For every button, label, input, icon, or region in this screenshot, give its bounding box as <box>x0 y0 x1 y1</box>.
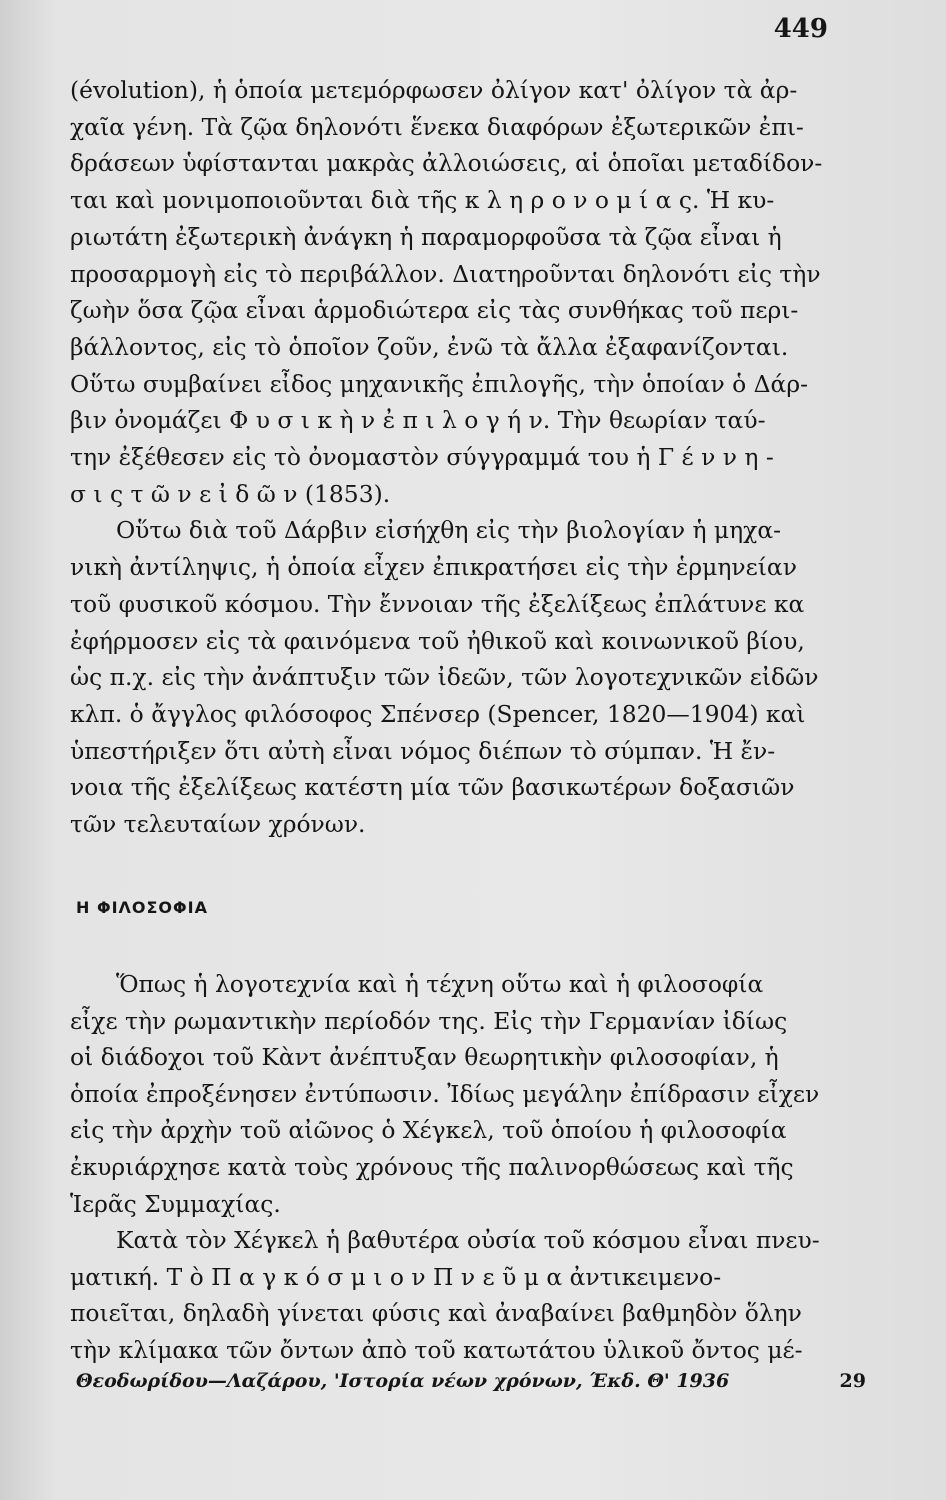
footer-citation: Θεοδωρίδου—Λαζάρου, 'Ιστορία νέων χρόνων, Έκδ. Θ' 1936 <box>76 1370 730 1392</box>
text-line: νικὴ ἀντίληψις, ἡ ὁποία εἶχεν ἐπικρατήσει εἰς τὴν ἑρμηνείαν <box>70 553 797 582</box>
text-line: Οὕτω διὰ τοῦ Δάρβιν εἰσήχθη εἰς τὴν βιολογίαν ἡ μηχα- <box>116 516 782 545</box>
text-line: Ὅπως ἡ λογοτεχνία καὶ ἡ τέχνη οὕτω καὶ ἡ φιλοσοφία <box>116 970 764 998</box>
text-line: ται καὶ μονιμοποιοῦνται διὰ τῆς κ λ η ρ ο ν ο μ ί α ς. Ἡ κυ- <box>70 186 775 215</box>
text-line: ἐκυριάρχησε κατὰ τοὺς χρόνους τῆς παλινορθώσεως καὶ τῆς <box>70 1152 794 1181</box>
text-line: ἐφήρμοσεν εἰς τὰ φαινόμενα τοῦ ἠθικοῦ καὶ κοινωνικοῦ βίου, <box>70 626 805 655</box>
section-text <box>70 966 870 1369</box>
text-line: οἱ διάδοχοι τοῦ Κὰντ ἀνέπτυξαν θεωρητικὴν φιλοσοφίαν, ἡ <box>70 1043 779 1072</box>
body-text <box>70 72 870 843</box>
text-line: εἰς τὴν ἀρχὴν τοῦ αἰῶνος ὁ Χέγκελ, τοῦ ὁποίου ἡ φιλοσοφία <box>70 1116 787 1145</box>
text-line: σ ι ς τ ῶ ν ε ἰ δ ῶ ν (1853). <box>70 479 391 508</box>
text-line: Κατὰ τὸν Χέγκελ ἡ βαθυτέρα οὐσία τοῦ κόσμου εἶναι πνευ- <box>116 1226 820 1255</box>
text-line: τὴν κλίμακα τῶν ὄντων ἀπὸ τοῦ κατωτάτου ὑλικοῦ ὄντος μέ- <box>70 1335 803 1364</box>
page-footer <box>76 1370 866 1392</box>
text-line: ποιεῖται, δηλαδὴ γίνεται φύσις καὶ ἀναβαίνει βαθμηδὸν ὅλην <box>70 1299 802 1328</box>
text-line: ὑπεστήριξεν ὅτι αὐτὴ εἶναι νόμος διέπων τὸ σύμπαν. Ἡ ἔν- <box>70 736 776 765</box>
text-line: νοια τῆς ἐξελίξεως κατέστη μία τῶν βασικωτέρων δοξασιῶν <box>70 773 795 802</box>
text-line: ματική. Τ ὸ Π α γ κ ό σ μ ι ο ν Π ν ε ῦ μ α ἀντικειμενο- <box>70 1262 722 1291</box>
text-line: κλπ. ὁ ἄγγλος φιλόσοφος Σπένσερ (Spencer, 1820—1904) καὶ <box>70 699 806 728</box>
text-line: Οὕτω συμβαίνει εἶδος μηχανικῆς ἐπιλογῆς, τὴν ὁποίαν ὁ Δάρ- <box>70 369 808 398</box>
text-line: ζωὴν ὅσα ζῷα εἶναι ἁρμοδιώτερα εἰς τὰς συνθήκας τοῦ περι- <box>70 296 799 325</box>
text-line: ριωτάτη ἐξωτερικὴ ἀνάγκη ἡ παραμορφοῦσα τὰ ζῷα εἶναι ἡ <box>70 222 782 251</box>
signature-mark: 29 <box>839 1370 866 1392</box>
text-line: τῶν τελευταίων χρόνων. <box>70 810 366 839</box>
text-line: (évolution), ἡ ὁποία μετεμόρφωσεν ὀλίγον κατ' ὀλίγον τὰ ἀρ- <box>70 76 798 104</box>
page-number: 449 <box>773 14 828 44</box>
text-line: Ἱερᾶς Συμμαχίας. <box>70 1189 281 1218</box>
text-line: δράσεων ὑφίστανται μακρὰς ἀλλοιώσεις, αἱ ὁποῖαι μεταδίδον- <box>70 149 823 178</box>
text-line: βιν ὀνομάζει Φ υ σ ι κ ὴ ν ἐ π ι λ ο γ ή ν. Τὴν θεωρίαν ταύ- <box>70 406 766 435</box>
text-line: ὡς π.χ. εἰς τὴν ἀνάπτυξιν τῶν ἰδεῶν, τῶν λογοτεχνικῶν εἰδῶν <box>70 663 819 692</box>
text-line: χαῖα γένη. Τὰ ζῷα δηλονότι ἕνεκα διαφόρων ἐξωτερικῶν ἐπι- <box>70 112 804 141</box>
text-line: βάλλοντος, εἰς τὸ ὁποῖον ζοῦν, ἐνῶ τὰ ἄλλα ἐξαφανίζονται. <box>70 332 789 361</box>
section-heading: Η ΦΙΛΟΣΟΦΙΑ <box>76 898 208 917</box>
text-line: ὁποία ἐπροξένησεν ἐντύπωσιν. Ἰδίως μεγάλην ἐπίδρασιν εἶχεν <box>70 1079 820 1108</box>
text-line: τοῦ φυσικοῦ κόσμου. Τὴν ἔννοιαν τῆς ἐξελίξεως ἐπλάτυνε κα <box>70 589 805 618</box>
text-line: την ἐξέθεσεν εἰς τὸ ὀνομαστὸν σύγγραμμά του ἡ Γ έ ν ν η - <box>70 443 774 472</box>
text-line: εἶχε τὴν ρωμαντικὴν περίοδόν της. Εἰς τὴν Γερμανίαν ἰδίως <box>70 1006 788 1035</box>
text-line: προσαρμογὴ εἰς τὸ περιβάλλον. Διατηροῦνται δηλονότι εἰς τὴν <box>70 259 821 288</box>
